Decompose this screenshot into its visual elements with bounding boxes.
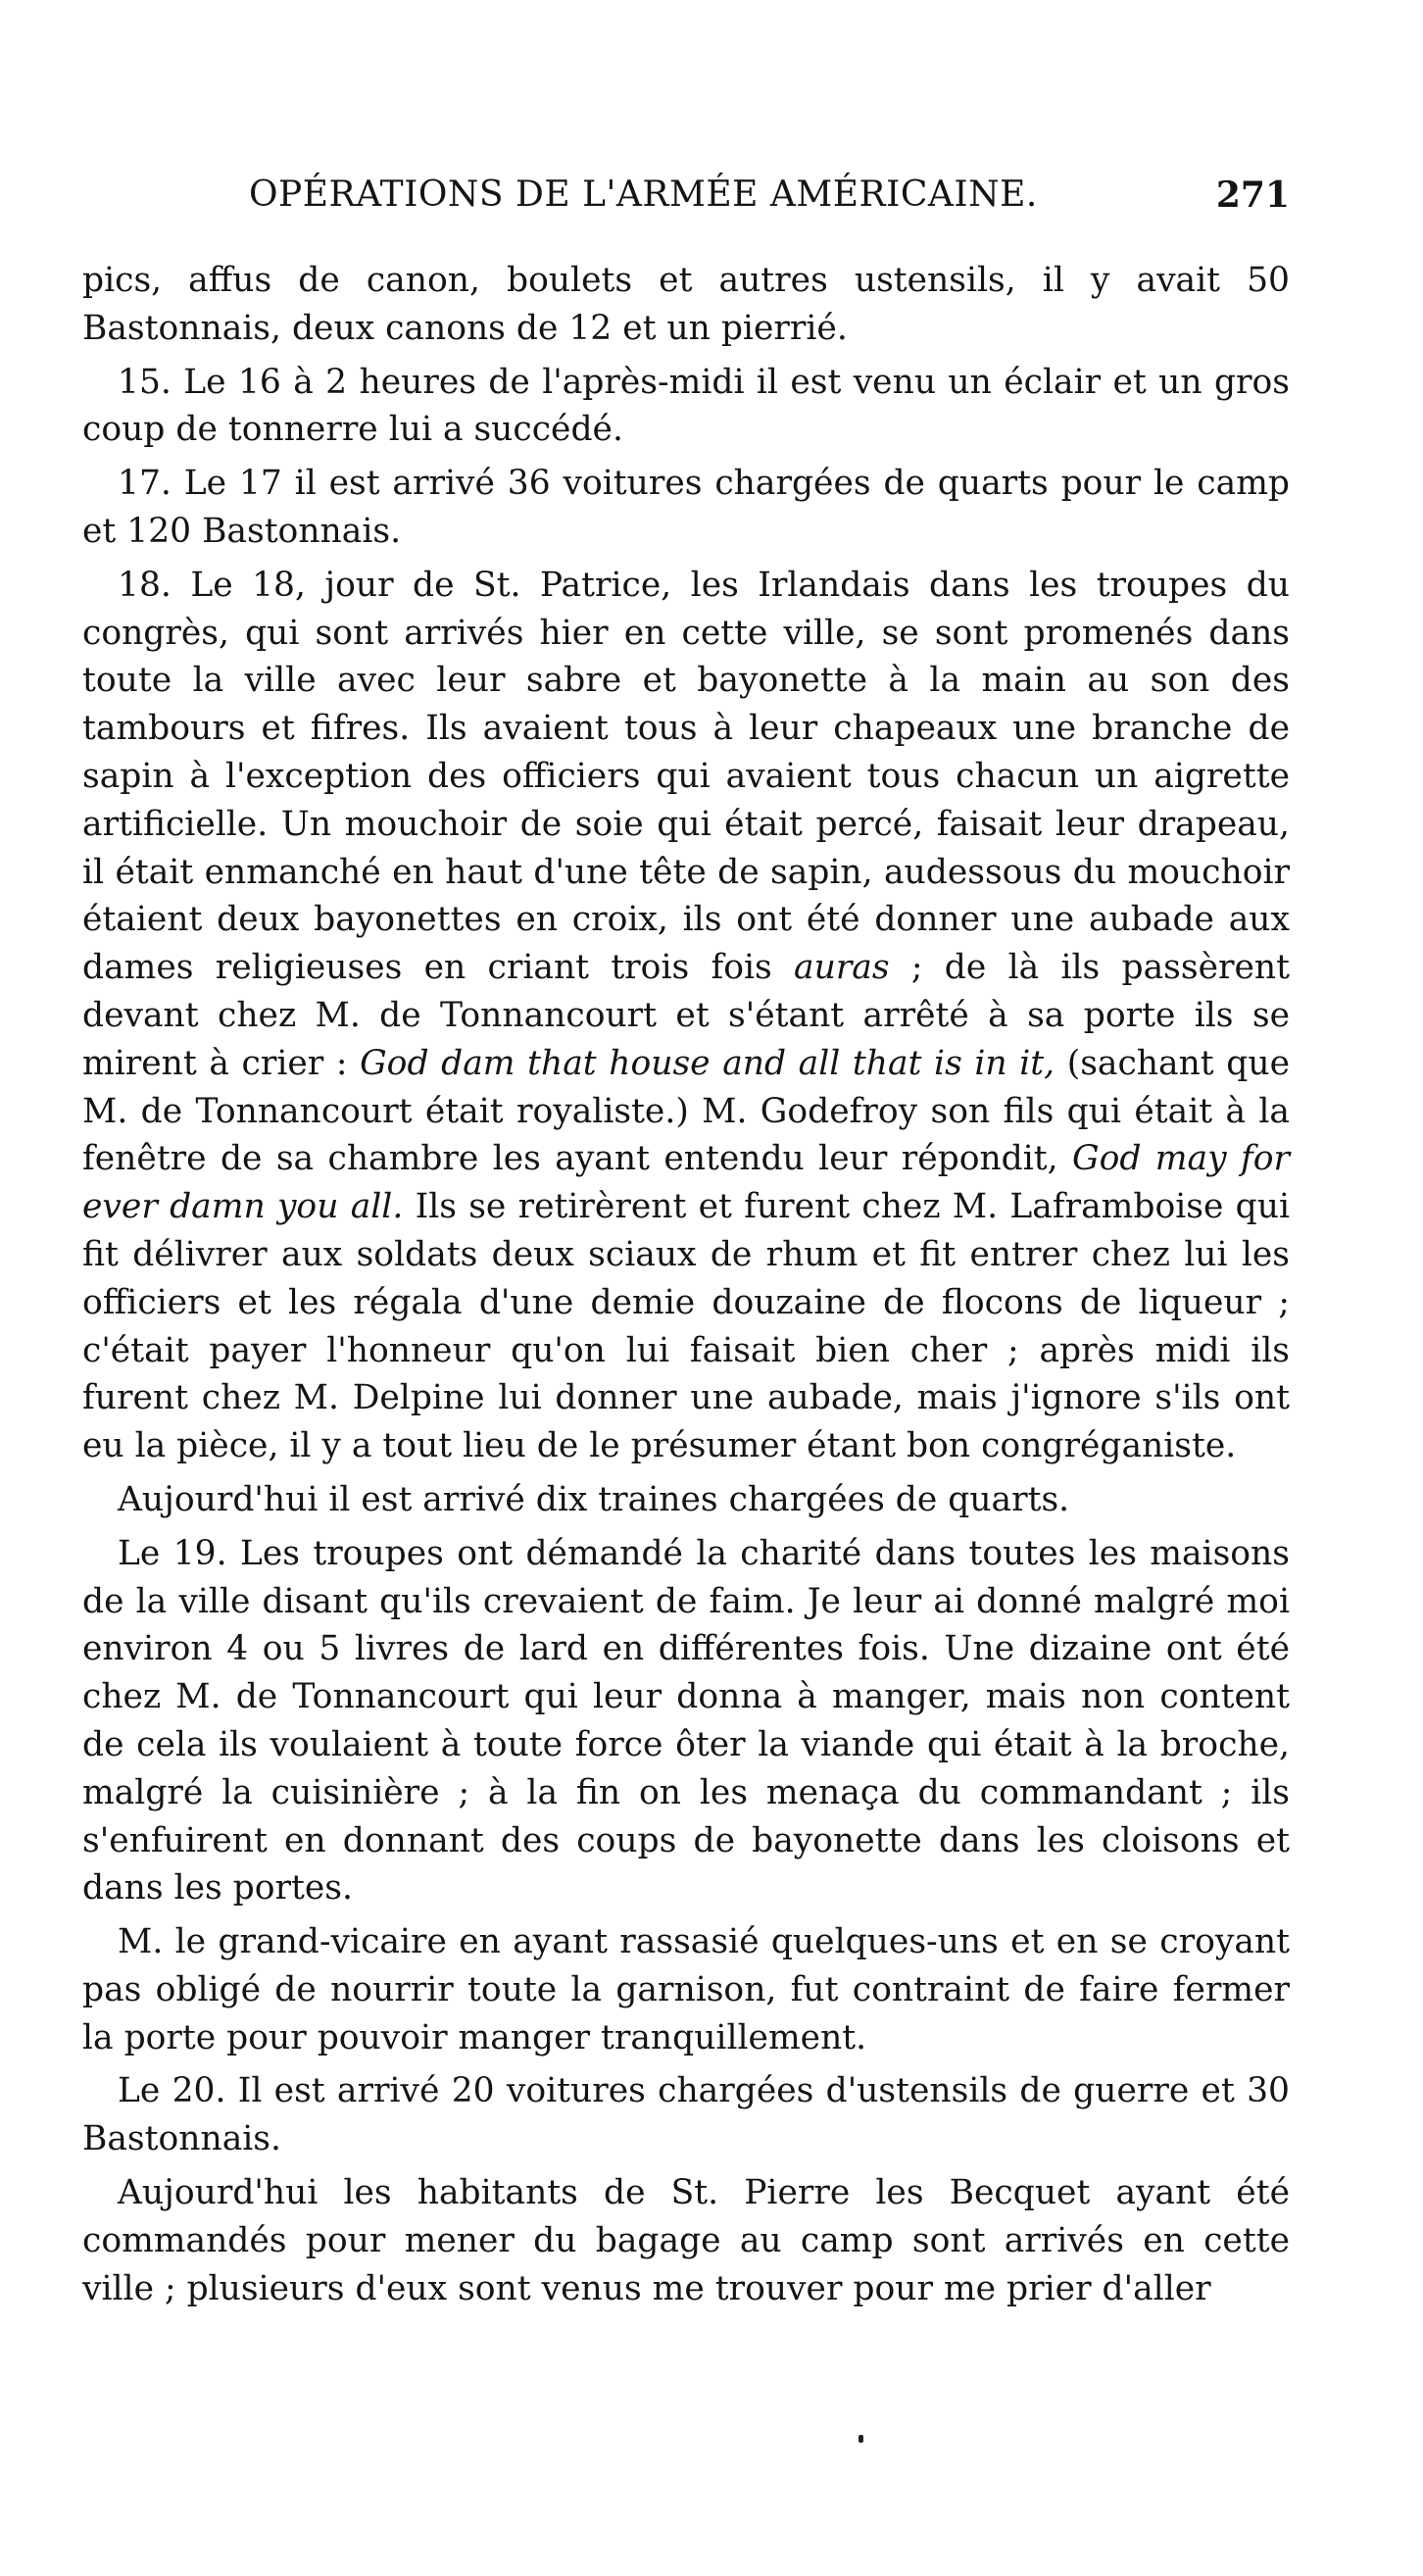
page-header [82,174,1290,233]
paragraph-5: Aujourd'hui il est arrivé dix traines chargées de quarts. [118,1479,1070,1519]
page-number: 271 [1215,174,1290,216]
paragraph-4-part-c: (sachant que M. de Tonnancourt était royaliste.) M. Godefroy son fils qui était à la fenêtre de sa chambre les ayant entendu leur répondit, [82,1043,1290,1179]
paragraph-4 [82,562,1290,1470]
body-text [82,257,1290,2318]
ink-speck [859,2435,863,2443]
paragraph-4-part-a: 18. Le 18, jour de St. Patrice, les Irlandais dans les troupes du congrès, qui sont arrivés hier en cette ville, se sont promenés dans toute la ville avec leur sabre et bayonette à la main au son des tambours et fifres. Ils avaient tous à leur chapeaux une branche de sapin à l'exception des officiers qui avaient tous chacun un aigrette artificielle. Un mouchoir de soie qui était percé, faisait leur drapeau, il était enmanché en haut d'une tête de sapin, audessous du mouchoir étaient deux bayonettes en croix, ils ont été donner une aubade aux dames religieuses en criant trois fois [82,565,1290,988]
paragraph-2: 15. Le 16 à 2 heures de l'après-midi il est venu un éclair et un gros coup de tonnerre lui a succédé. [82,362,1290,450]
paragraph-4-part-b: ; de là ils passèrent devant chez M. de Tonnancourt et s'étant arrêté à sa porte ils se mirent à crier : [82,948,1290,1083]
italic-quote-1: God dam that house and all that is in it, [360,1043,1055,1083]
paragraph-3: 17. Le 17 il est arrivé 36 voitures chargées de quarts pour le camp et 120 Bastonnais. [82,464,1290,551]
italic-auras: auras [794,948,890,988]
italic-quote-2: God may for ever damn you all. [82,1139,1290,1227]
paragraph-9: Aujourd'hui les habitants de St. Pierre les Becquet ayant été commandés pour mener du bagage au camp sont arrivés en cette ville ; plusieurs d'eux sont venus me trouver pour me prier d'aller [82,2173,1290,2308]
paragraph-8: Le 20. Il est arrivé 20 voitures chargées d'ustensils de guerre et 30 Bastonnais. [82,2071,1290,2159]
paragraph-4-part-d: Ils se retirèrent et furent chez M. Laframboise qui fit délivrer aux soldats deux sciaux de rhum et fit entrer chez lui les officiers et les régala d'une demie douzaine de flocons de liqueur ; c'était payer l'honneur qu'on lui faisait bien cher ; après midi ils furent chez M. Delpine lui donner une aubade, mais j'ignore s'ils ont eu la pièce, il y a tout lieu de le présumer étant bon congréganiste. [82,1187,1290,1466]
paragraph-7: M. le grand-vicaire en ayant rassasié quelques-uns et en se croyant pas obligé de nourrir toute la garnison, fut contraint de faire fermer la porte pour pouvoir manger tranquillement. [82,1922,1290,2057]
paragraph-1: pics, affus de canon, boulets et autres ustensils, il y avait 50 Bastonnais, deux canons de 12 et un pierrié. [82,261,1290,348]
paragraph-6: Le 19. Les troupes ont démandé la charité dans toutes les maisons de la ville disant qu'ils crevaient de faim. Je leur ai donné malgré moi environ 4 ou 5 livres de lard en différentes fois. Une dizaine ont été chez M. de Tonnancourt qui leur donna à manger, mais non content de cela ils voulaient à toute force ôter la viande qui était à la broche, malgré la cuisinière ; à la fin on les menaça du commandant ; ils s'enfuirent en donnant des coups de bayonette dans les cloisons et dans les portes. [82,1533,1290,1908]
running-title: OPÉRATIONS DE L'ARMÉE AMÉRICAINE. [249,174,1038,215]
